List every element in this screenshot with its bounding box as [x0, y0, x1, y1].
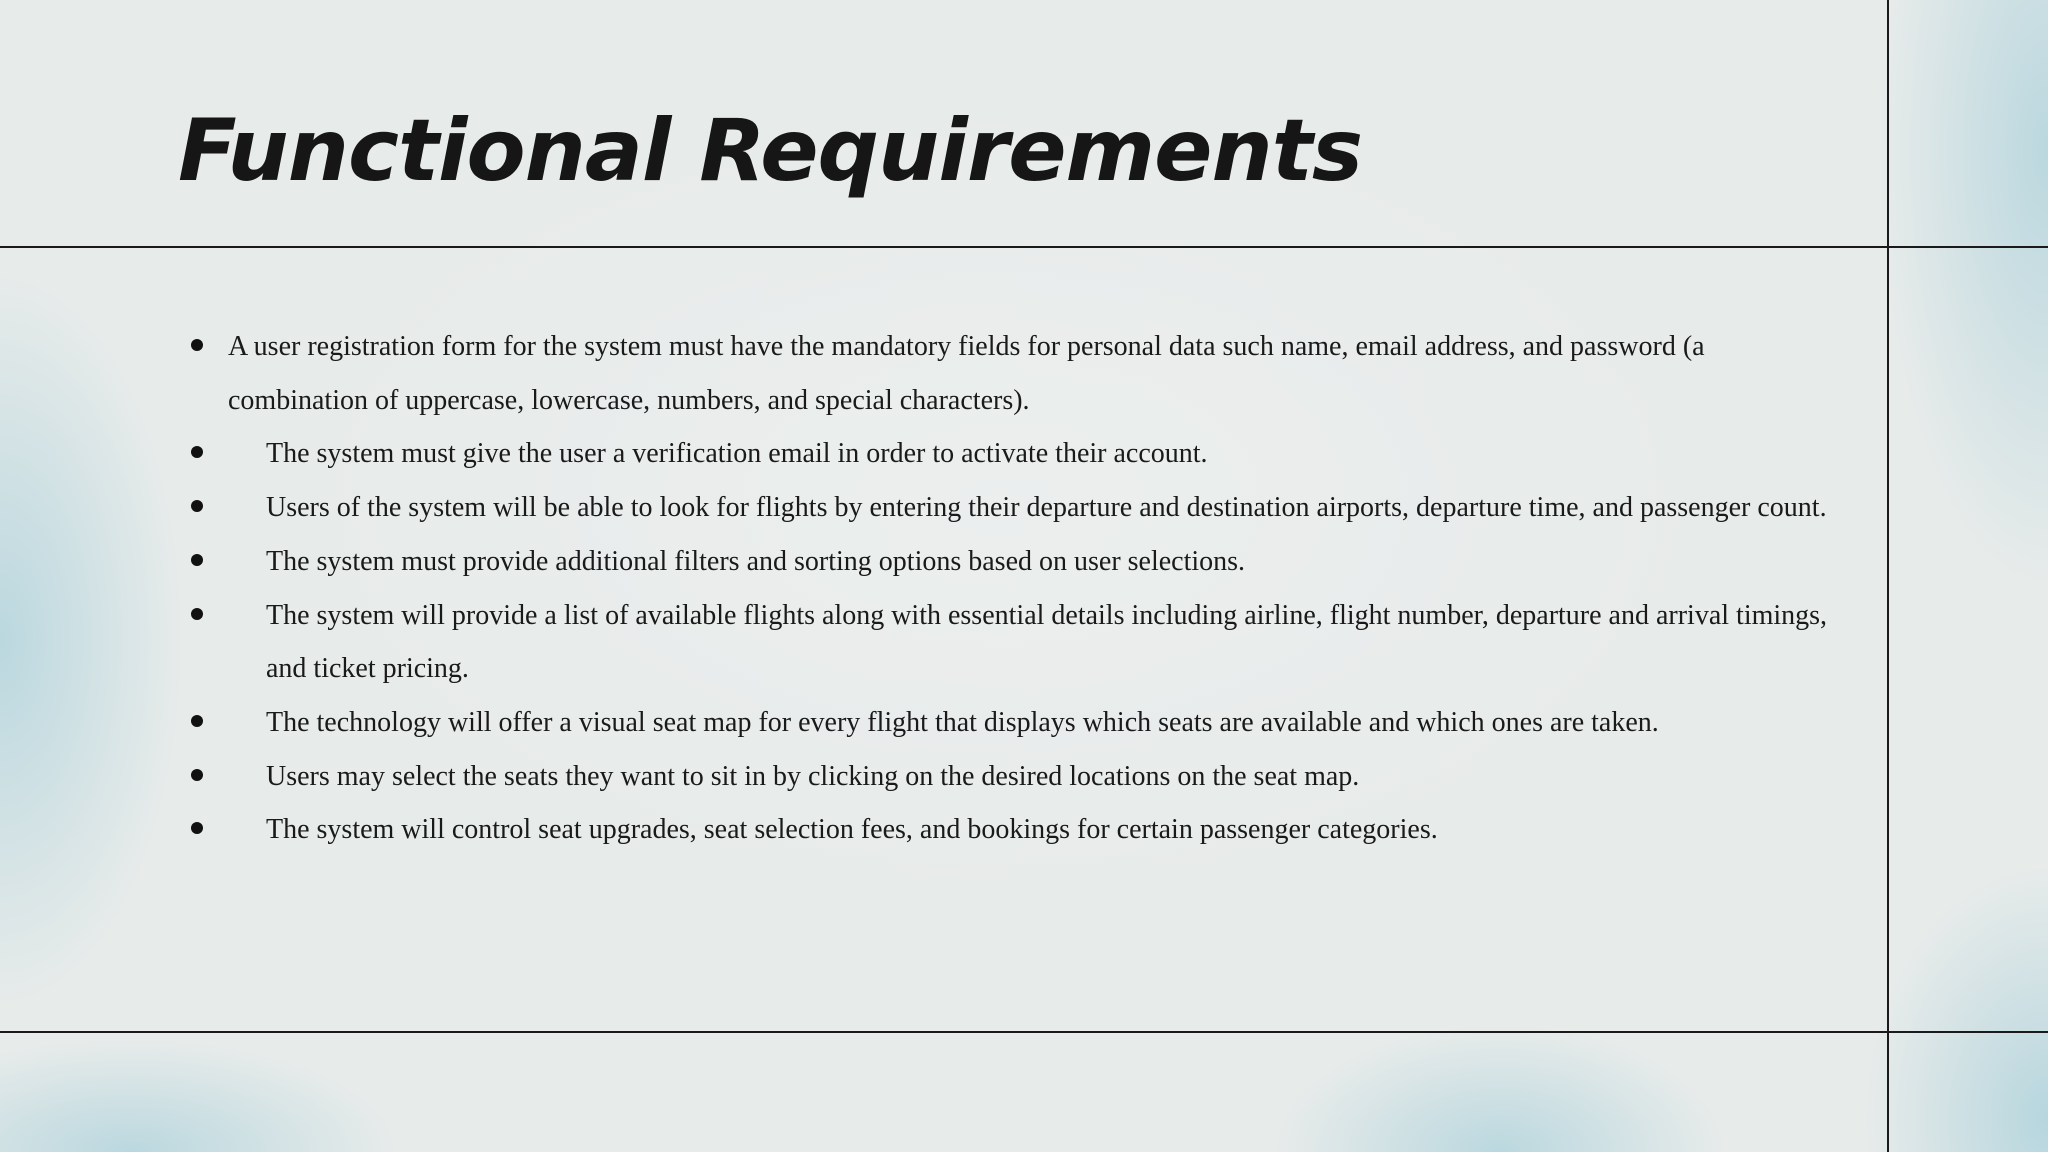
bullet-dot-icon: [191, 554, 203, 566]
list-item-text: A user registration form for the system must have the mandatory fields for personal data such name, email address, and password (a combination of uppercase, lowercase, numbers, and special characters).: [228, 331, 1705, 416]
list-item: [0, 535, 1860, 589]
bullet-dot-icon: [191, 715, 203, 727]
list-item: [0, 696, 1860, 750]
slide-title: Functional Requirements: [178, 101, 1363, 201]
list-item-text: The system will control seat upgrades, seat selection fees, and bookings for certain passenger categories.: [266, 814, 1438, 846]
right-divider-line: [1887, 0, 1889, 1152]
list-item: [0, 750, 1860, 804]
bullet-dot-icon: [191, 769, 203, 781]
list-item: [0, 481, 1860, 535]
bullet-dot-icon: [191, 822, 203, 834]
list-item: [0, 803, 1860, 857]
list-item: [0, 427, 1860, 481]
list-item: [0, 320, 1860, 427]
list-item-text: The system must provide additional filters and sorting options based on user selections.: [266, 545, 1246, 577]
list-item-text: The system will provide a list of available flights along with essential details including airline, flight number, departure and arrival timings, and ticket pricing.: [266, 599, 1828, 685]
bullet-dot-icon: [191, 500, 203, 512]
list-item-text: Users may select the seats they want to sit in by clicking on the desired locations on the seat map.: [266, 760, 1360, 792]
list-item-text: Users of the system will be able to look for flights by entering their departure and destination airports, departure time, and passenger count.: [266, 492, 1827, 524]
bullet-dot-icon: [191, 608, 203, 620]
requirements-list: [0, 320, 1860, 857]
bullet-dot-icon: [191, 446, 203, 458]
bottom-divider-line: [0, 1031, 2048, 1033]
top-divider-line: [0, 246, 2048, 248]
list-item-text: The system must give the user a verification email in order to activate their account.: [266, 438, 1208, 470]
list-item: [0, 589, 1860, 696]
bullet-dot-icon: [191, 339, 203, 351]
list-item-text: The technology will offer a visual seat map for every flight that displays which seats are available and which ones are taken.: [266, 706, 1659, 738]
